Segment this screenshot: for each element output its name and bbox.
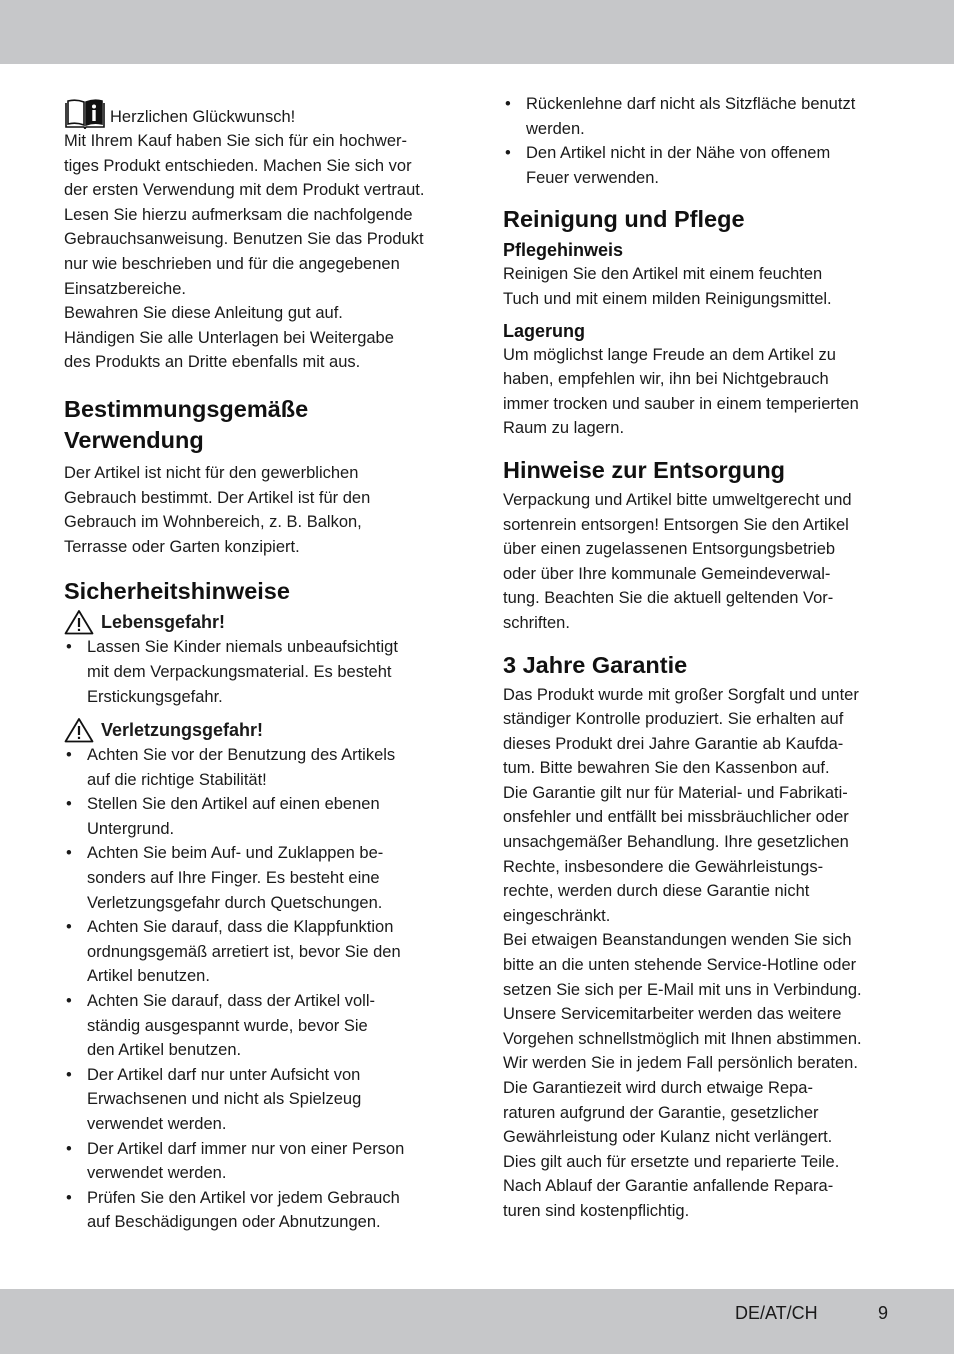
list-item-line: werden.	[526, 119, 585, 138]
text-line: Gewährleistung oder Kulanz nicht verlängert.	[503, 1128, 833, 1147]
text-line: unsachgemäßer Behandlung. Ihre gesetzlichen	[503, 833, 849, 852]
danger-label: Lebensgefahr!	[101, 612, 226, 633]
text-line: onsfehler und entfällt bei missbräuchlicher oder	[503, 808, 849, 827]
section-heading-use	[64, 394, 456, 456]
text-line: Mit Ihrem Kauf haben Sie sich für ein hochwer-	[64, 132, 407, 150]
text-line: des Produkts an Dritte ebenfalls mit aus.	[64, 353, 361, 372]
text-line: Die Garantiezeit wird durch etwaige Repa-	[503, 1079, 813, 1097]
text-line: oder über Ihre kommunale Gemeindeverwal-	[503, 564, 831, 583]
text-line: Die Garantie gilt nur für Material- und Fabrikati-	[503, 783, 848, 802]
danger-list	[64, 635, 456, 709]
list-item-line: Erstickungsgefahr.	[87, 687, 223, 706]
text-line: Rechte, insbesondere die Gewährleistungs-	[503, 857, 824, 876]
header-band	[0, 0, 954, 64]
list-item-line: verwendet werden.	[87, 1164, 227, 1183]
disposal-paragraph	[503, 488, 895, 636]
list-item	[503, 141, 895, 190]
text-line: eingeschränkt.	[503, 906, 611, 925]
injury-label: Verletzungsgefahr!	[101, 719, 264, 740]
list-item-line: Feuer verwenden.	[526, 168, 659, 187]
list-item-line: Den Artikel nicht in der Nähe von offenem	[526, 144, 831, 163]
section-heading-safety: Sicherheitshinweise	[64, 578, 290, 605]
list-item-line: auf Beschädigungen oder Abnutzungen.	[87, 1213, 381, 1232]
page-number: 9	[878, 1303, 889, 1323]
text-line: sortenrein entsorgen! Entsorgen Sie den Artikel	[503, 515, 849, 534]
list-item-line: Erwachsenen und nicht als Spielzeug	[87, 1090, 362, 1109]
text-line: Gebrauch im Wohnbereich, z. B. Balkon,	[64, 513, 362, 532]
list-item	[64, 1063, 456, 1137]
section-heading-disposal: Hinweise zur Entsorgung	[503, 456, 786, 483]
text-line: ständiger Kontrolle produziert. Sie erhalten auf	[503, 710, 844, 729]
text-line: Der Artikel ist nicht für den gewerblichen	[64, 463, 359, 482]
list-item	[64, 635, 456, 709]
book-info-icon	[64, 99, 106, 129]
list-item-line: Verletzungsgefahr durch Quetschungen.	[87, 893, 383, 912]
list-item-line: mit dem Verpackungsmaterial. Es besteht	[87, 662, 392, 681]
text-line: dieses Produkt drei Jahre Garantie ab Kaufda-	[503, 734, 844, 753]
list-item	[64, 1186, 456, 1235]
text-line: Gebrauch bestimmt. Der Artikel ist für den	[64, 488, 371, 507]
text-line: bitte an die unten stehende Service-Hotline oder	[503, 956, 857, 975]
list-item	[64, 841, 456, 915]
text-line: Reinigen Sie den Artikel mit einem feuchten	[503, 265, 823, 284]
use-paragraph	[64, 461, 456, 559]
text-line: Gebrauchsanweisung. Benutzen Sie das Produkt	[64, 230, 424, 249]
list-item-line: Lassen Sie Kinder niemals unbeaufsichtigt	[87, 638, 398, 657]
list-item-line: verwendet werden.	[87, 1115, 227, 1133]
section-heading-care: Reinigung und Pflege	[503, 206, 745, 233]
text-line: turen sind kostenpflichtig.	[503, 1201, 690, 1220]
text-line: setzen Sie sich per E-Mail mit uns in Verbindung.	[503, 980, 862, 999]
list-item	[503, 92, 895, 141]
text-line: Terrasse oder Garten konzipiert.	[64, 537, 300, 556]
text-line: tum. Bitte bewahren Sie den Kassenbon auf.	[503, 759, 830, 778]
text-line: Einsatzbereiche.	[64, 279, 186, 298]
list-item-line: Achten Sie darauf, dass der Artikel voll-	[87, 992, 375, 1011]
text-line: Bei etwaigen Beanstandungen wenden Sie sich	[503, 931, 852, 950]
text-line: Vorgehen schnellstmöglich mit Ihnen abstimmen.	[503, 1029, 862, 1048]
text-line: Verpackung und Artikel bitte umweltgerecht und	[503, 490, 852, 509]
list-item-line: Prüfen Sie den Artikel vor jedem Gebrauch	[87, 1188, 400, 1207]
text-line: Tuch und mit einem milden Reinigungsmittel.	[503, 289, 832, 308]
injury-list	[64, 743, 456, 1235]
text-line: Um möglichst lange Freude an dem Artikel zu	[503, 345, 836, 364]
warning-triangle-icon	[64, 717, 94, 743]
list-item-line: Untergrund.	[87, 819, 175, 838]
list-item	[64, 989, 456, 1063]
injury-warning	[64, 717, 456, 743]
list-item-line: Achten Sie darauf, dass die Klappfunktion	[87, 918, 394, 937]
intro-paragraph-storage	[64, 301, 456, 375]
care-hint-paragraph	[503, 262, 895, 311]
danger-warning	[64, 609, 456, 635]
intro-paragraph	[64, 129, 456, 301]
safety-list-continued	[503, 92, 895, 190]
list-item	[64, 1137, 456, 1186]
text-line: tiges Produkt entschieden. Machen Sie sich vor	[64, 156, 412, 175]
text-line: immer trocken und sauber in einem temperierten	[503, 394, 859, 413]
text-line: schriften.	[503, 613, 570, 632]
heading-line: Bestimmungsgemäße	[64, 395, 309, 422]
list-item	[64, 743, 456, 792]
heading-line: Verwendung	[64, 426, 204, 453]
list-item-line: auf die richtige Stabilität!	[87, 770, 267, 789]
list-item-line: Der Artikel darf immer nur von einer Person	[87, 1139, 405, 1158]
right-column	[503, 92, 895, 1224]
text-line: über einen zugelassenen Entsorgungsbetrieb	[503, 540, 836, 559]
left-column	[64, 95, 456, 1235]
text-line: tung. Beachten Sie die aktuell geltenden Vor-	[503, 589, 834, 608]
text-line: Wir werden Sie in jedem Fall persönlich beraten.	[503, 1054, 858, 1073]
warranty-paragraph	[503, 683, 895, 1224]
subheading-care-hint: Pflegehinweis	[503, 240, 624, 261]
list-item-line: Rückenlehne darf nicht als Sitzfläche benutzt	[526, 95, 856, 113]
list-item-line: sonders auf Ihre Finger. Es besteht eine	[87, 869, 380, 888]
text-line: Dies gilt auch für ersetzte und reparierte Teile.	[503, 1152, 840, 1171]
warning-triangle-icon	[64, 609, 94, 635]
text-line: Bewahren Sie diese Anleitung gut auf.	[64, 304, 343, 323]
footer-region: DE/AT/CH	[735, 1303, 818, 1323]
list-item-line: Achten Sie vor der Benutzung des Artikels	[87, 746, 396, 765]
text-line: raturen aufgrund der Garantie, gesetzlicher	[503, 1103, 819, 1122]
text-line: haben, empfehlen wir, ihn bei Nichtgebrauch	[503, 370, 829, 389]
text-line: Unsere Servicemitarbeiter werden das weitere	[503, 1005, 842, 1024]
intro-heading	[64, 95, 456, 129]
text-line: der ersten Verwendung mit dem Produkt vertraut.	[64, 181, 425, 200]
list-item-line: Der Artikel darf nur unter Aufsicht von	[87, 1065, 361, 1084]
section-heading-warranty: 3 Jahre Garantie	[503, 651, 688, 678]
text-line: Raum zu lagern.	[503, 419, 625, 438]
list-item-line: ständig ausgespannt wurde, bevor Sie	[87, 1016, 368, 1035]
list-item-line: Artikel benutzen.	[87, 967, 210, 986]
text-line: Das Produkt wurde mit großer Sorgfalt und unter	[503, 685, 859, 704]
list-item	[64, 792, 456, 841]
text-line: Nach Ablauf der Garantie anfallende Repara-	[503, 1177, 834, 1196]
list-item	[64, 915, 456, 989]
storage-paragraph	[503, 343, 895, 441]
intro-title: Herzlichen Glückwunsch!	[110, 108, 296, 126]
list-item-line: ordnungsgemäß arretiert ist, bevor Sie den	[87, 942, 401, 961]
list-item-line: Stellen Sie den Artikel auf einen ebenen	[87, 795, 380, 814]
text-line: Lesen Sie hierzu aufmerksam die nachfolgende	[64, 205, 413, 224]
text-line: Händigen Sie alle Unterlagen bei Weitergabe	[64, 328, 394, 347]
subheading-storage: Lagerung	[503, 320, 586, 341]
text-line: rechte, werden durch diese Garantie nicht	[503, 882, 810, 901]
list-item-line: den Artikel benutzen.	[87, 1041, 242, 1060]
list-item-line: Achten Sie beim Auf- und Zuklappen be-	[87, 844, 384, 863]
text-line: nur wie beschrieben und für die angegebenen	[64, 254, 400, 273]
